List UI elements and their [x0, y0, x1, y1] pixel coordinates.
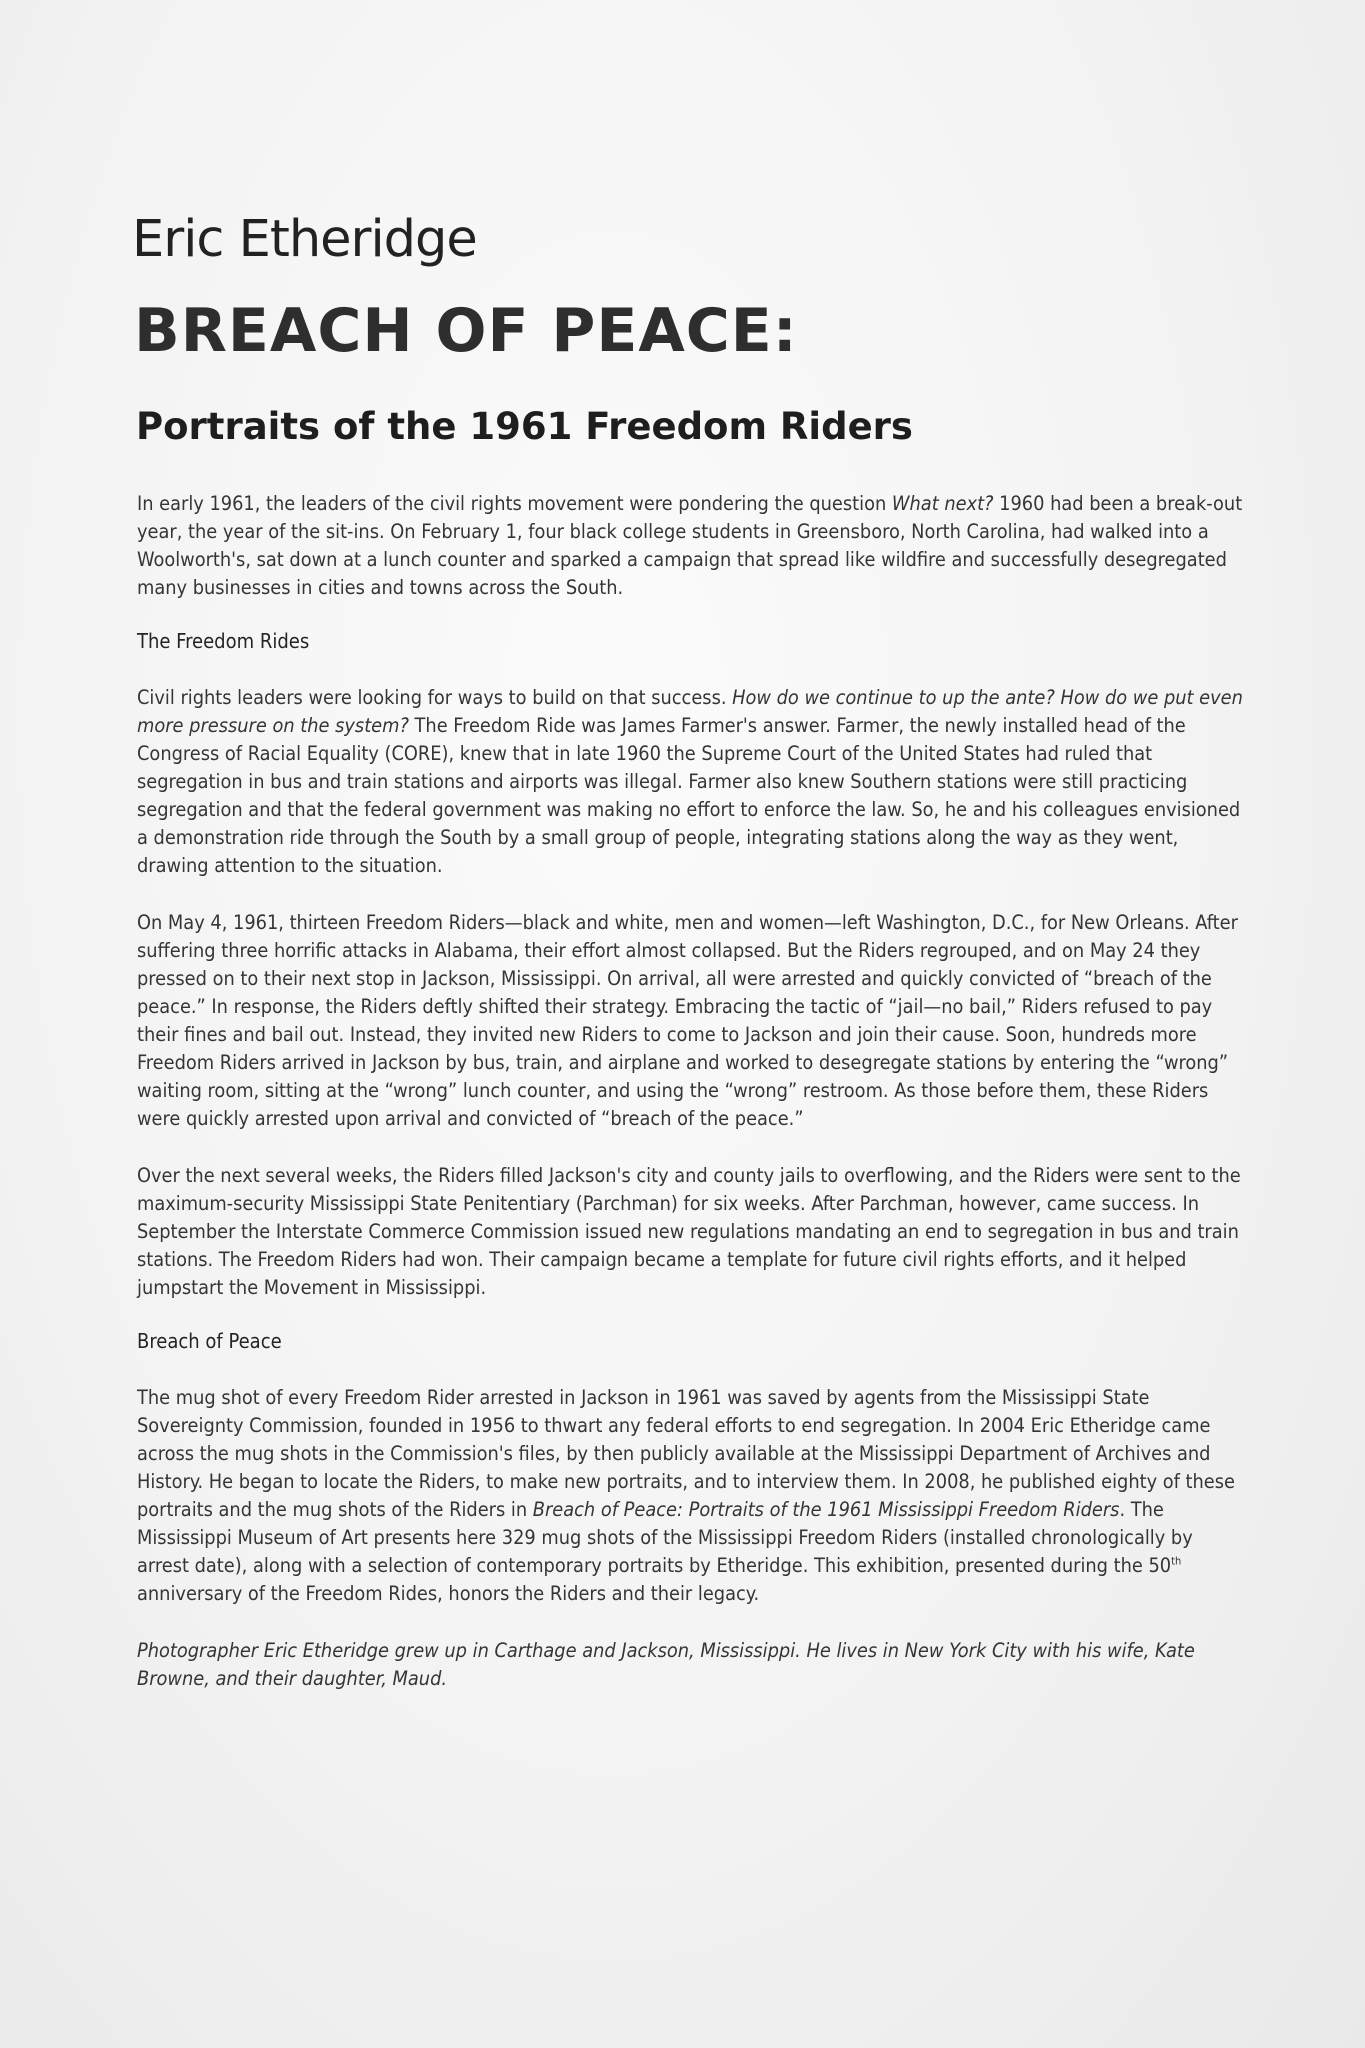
freedom-rides-paragraph-1 — [137, 684, 1247, 880]
intro-text-2: 1960 had been a break-out year, the year of the sit-ins. On February 1, four black college students in Greensboro, North Carolina, had walked into a Woolworth's, sat down at a lunch counter and sparked a campaign that spread like wildfire and successfully desegregated many businesses in cities and towns across the South. — [137, 491, 1243, 599]
intro-text-1: In early 1961, the leaders of the civil rights movement were pondering the question — [137, 491, 892, 515]
bp-p1-text-2: . The Mississippi Museum of Art presents here 329 mug shots of the Mississippi Freedom Riders (installed chronologically by arrest date), along with a selection of contemporary portraits by Etheridge. This exhibition, presented during the 50 — [137, 1497, 1193, 1577]
exhibition-subtitle: Portraits of the 1961 Freedom Riders — [136, 405, 913, 449]
intro-italic: What next? — [891, 491, 994, 515]
fr-p1-italic: How do we continue to up the ante? How do we put even more pressure on the system? — [137, 685, 1243, 737]
exhibition-title: BREACH OF PEACE: — [134, 296, 798, 367]
freedom-rides-paragraph-3: Over the next several weeks, the Riders filled Jackson's city and county jails to overflowing, and the Riders were sent to the maximum-security Mississippi State Penitentiary (Parchman) for six weeks. After Parchman, however, came success. In September the Interstate Commerce Commission issued new regulations mandating an end to segregation in bus and train stations. The Freedom Riders had won. Their campaign became a template for future civil rights efforts, and it helped jumpstart the Movement in Mississippi. — [137, 1163, 1241, 1299]
fr-p1-text-2: The Freedom Ride was James Farmer's answer. Farmer, the newly installed head of the Congress of Racial Equality (CORE), knew that in late 1960 the Supreme Court of the United States had ruled that segregation in bus and train stations and airports was illegal. Farmer also knew Southern stations were still practicing segregation and that the federal government was making no effort to enforce the law. So, he and his colleagues envisioned a demonstration ride through the South by a small group of people, integrating stations along the way as they went, drawing attention to the situation. — [137, 713, 1241, 877]
freedom-rides-paragraph-2: On May 4, 1961, thirteen Freedom Riders—black and white, men and women—left Washington, D.C., for New Orleans. After suffering three horrific attacks in Alabama, their effort almost collapsed. But the Riders regrouped, and on May 24 they pressed on to their next stop in Jackson, Mississippi. On arrival, all were arrested and quickly convicted of “breach of the peace.” In response, the Riders deftly shifted their strategy. Embracing the tactic of “jail—no bail,” Riders refused to pay their fines and bail out. Instead, they invited new Riders to come to Jackson and join their cause. Soon, hundreds more Freedom Riders arrived in Jackson by bus, train, and airplane and worked to desegregate stations by entering the “wrong” waiting room, sitting at the “wrong” lunch counter, and using the “wrong” restroom. As those before them, these Riders were quickly arrested upon arrival and convicted of “breach of the peace.” — [137, 910, 1238, 1130]
bp-p1-text-1: The mug shot of every Freedom Rider arrested in Jackson in 1961 was saved by agents from the Mississippi State Sovereignty Commission, founded in 1956 to thwart any federal efforts to end segregation. In 2004 Eric Etheridge came across the mug shots in the Commission's files, by then publicly available at the Mississippi Department of Archives and History. He began to locate the Riders, to make new portraits, and to interview them. In 2008, he published eighty of these portraits and the mug shots of the Riders in — [137, 1385, 1235, 1521]
photographer-note: Photographer Eric Etheridge grew up in Carthage and Jackson, Mississippi. He lives in New York City with his wife, Kate Browne, and their daughter, Maud. — [137, 1638, 1195, 1690]
heading-breach-of-peace: Breach of Peace — [137, 1328, 282, 1353]
author-name: Eric Etheridge — [132, 210, 477, 269]
wall-text-panel — [132, 212, 1252, 1693]
fr-p1-text-1: Civil rights leaders were looking for ways to build on that success. — [137, 685, 733, 709]
intro-paragraph — [137, 490, 1247, 602]
breach-paragraph-1 — [137, 1384, 1247, 1608]
bp-p1-superscript: th — [1171, 1554, 1182, 1568]
bp-p1-text-3: anniversary of the Freedom Rides, honors the Riders and their legacy. — [137, 1581, 760, 1605]
bp-p1-italic: Breach of Peace: Portraits of the 1961 Mississippi Freedom Riders — [532, 1497, 1120, 1521]
body-text — [137, 490, 1247, 1693]
heading-freedom-rides: The Freedom Rides — [137, 628, 310, 653]
